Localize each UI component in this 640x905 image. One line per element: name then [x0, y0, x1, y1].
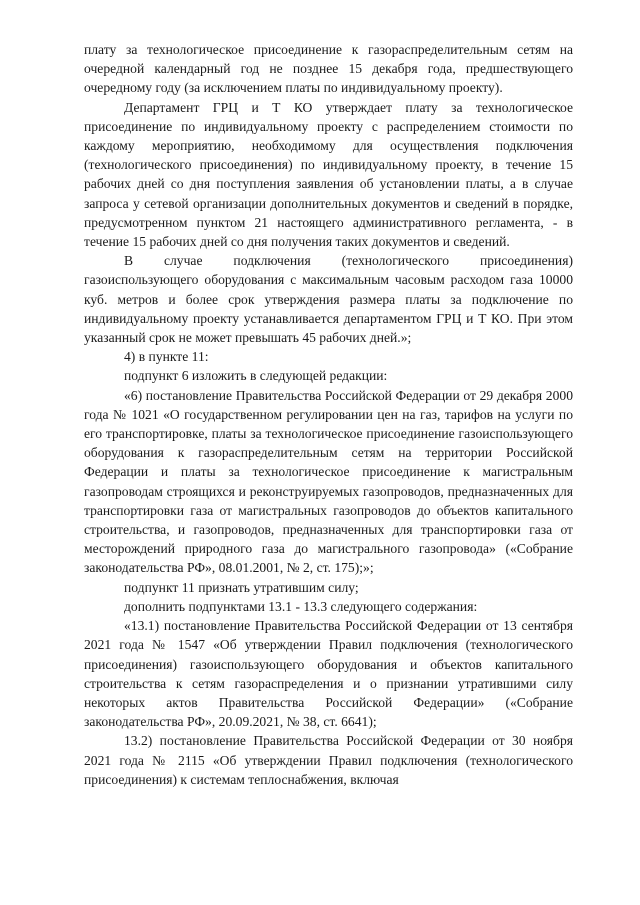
paragraph-department-approval: Департамент ГРЦ и Т КО утверждает плату за технологическое присоединение по индивидуальному проекту с распределением стоимости по каждому мероприятию, необходимому для осуществления подключения (технологического присоединения) по индивидуальному проекту, в течение 15 рабочих дней со дня поступления заявления об установлении платы, а в случае запроса у сетевой организации дополнительных документов и сведений в порядке, предусмотренном пунктом 21 настоящего административного регламента, - в течение 15 рабочих дней со дня получения таких документов и сведений.	[84, 99, 573, 250]
paragraph-item-4: 4) в пункте 11:	[124, 349, 209, 365]
paragraph-subitem-13-2: 13.2) постановление Правительства Российской Федерации от 30 ноября 2021 года № 2115 «Об утверждении Правил подключения (технологического присоединения) к системам теплоснабжения, включая	[84, 733, 573, 787]
paragraph-subitem-11: подпункт 11 признать утратившим силу;	[124, 579, 359, 595]
document-page	[84, 40, 573, 789]
paragraph-subitem-13-1: «13.1) постановление Правительства Российской Федерации от 13 сентября 2021 года № 1547 «Об утверждении Правил подключения (технологического присоединения) газоиспользующего оборудования и объектов капитального строительства к сетям газораспределения и о признании утратившими силу некоторых актов Правительства Российской Федерации» («Собрание законодательства РФ», 20.09.2021, № 38, ст. 6641);	[84, 618, 573, 730]
paragraph-add-subitems: дополнить подпунктами 13.1 - 13.3 следующего содержания:	[124, 598, 478, 614]
paragraph-subitem-6-text: «6) постановление Правительства Российской Федерации от 29 декабря 2000 года № 1021 «О государственном регулировании цен на газ, тарифов на услуги по его транспортировке, платы за технологическое присоединение газоиспользующего оборудования к газораспределительным сетям на территории Российской Федерации и платы за технологическое присоединение к магистральным газопроводам строящихся и реконструируемых газопроводов, предназначенных для транспортировки газа от магистральных газопроводов до объектов капитального строительства, и газопроводов, предназначенных для транспортировки газа от месторождений природного газа до магистрального газопровода» («Собрание законодательства РФ», 08.01.2001, № 2, ст. 175);»;	[84, 387, 573, 576]
paragraph-subitem-6-intro: подпункт 6 изложить в следующей редакции:	[124, 368, 388, 384]
paragraph-fee-deadline: плату за технологическое присоединение к газораспределительным сетям на очередной календарный год не позднее 15 декабря года, предшествующего очередному году (за исключением платы по индивидуальному проекту).	[84, 42, 573, 96]
paragraph-large-consumption-case: В случае подключения (технологического присоединения) газоиспользующего оборудования с максимальным часовым расходом газа 10000 куб. метров и более срок утверждения размера платы за подключение по индивидуальному проекту устанавливается департаментом ГРЦ и Т КО. При этом указанный срок не может превышать 45 рабочих дней.»;	[84, 253, 573, 346]
